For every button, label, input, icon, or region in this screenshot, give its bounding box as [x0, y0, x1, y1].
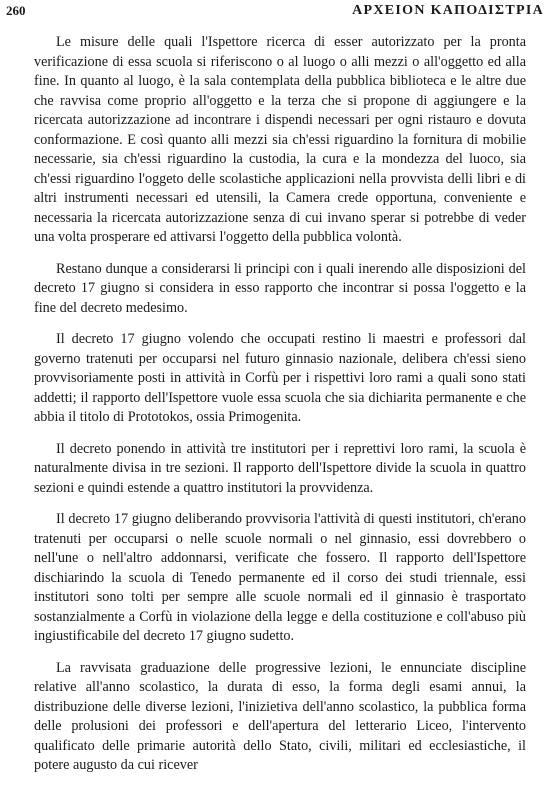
paragraph-2: Restano dunque a considerarsi li principi con i quali inerendo alle disposizioni del decreto 17 giugno si considera in esso rapporto che incontrar si possa l'oggetto e la fine del decreto medesimo. [34, 260, 526, 316]
paragraph-6: La ravvisata graduazione delle progressive lezioni, le ennunciate discipline relative all'anno scolastico, la durata di esso, la forma degli esami annui, la distribuzione delle diverse lezioni, l'inizietiva dell'anno scolastico, la pubblica forma delle prolusioni dei professori e dell'apertura del letterario Liceo, l'intervento qualificato delle primarie autorità dello Stato, civili, militari ed ecclesiastiche, il potere augusto da cui ricever [34, 659, 526, 773]
body-text [34, 33, 526, 788]
page-number: 260 [6, 3, 26, 18]
paragraph-1: Le misure delle quali l'Ispettore ricerca di esser autorizzato per la pronta verificazione di essa scuola si riferiscono o al luogo o alli mezzi o all'oggetto ed alla fine. In quanto al luogo, è la sala contemplata della pubblica biblioteca e le altre due che ravvisa come proprio all'oggetto e la terza che si propone di aggiungere e la ricercata autorizzazione ad incontrare i dispendi necessari per ogni ristauro e dovuta conformazione. E così quanto alli mezzi sia ch'essi riguardino la fornitura di mobilie necessarie, sia ch'essi riguardino la custodia, la cura e la mondezza del luoco, sia ch'essi riguardino l'oggeto delle scolastiche applicazioni nella provvista delli libri e di altri instrumenti necessari ed utensili, la Camera crede opportuna, conveniente e necessaria la ricercata autorizzazione senza di cui invano sperar si potrebbe di veder una volta prosperare ed attivarsi l'oggetto della pubblica volontà. [34, 34, 526, 245]
running-head [6, 3, 544, 21]
paragraph-3: Il decreto 17 giugno volendo che occupati restino li maestri e professori dal governo tratenuti per occuparsi nel futuro ginnasio nazionale, delibera ch'essi sieno provvisoriamente posti in attività in Corfù per i rispettivi loro rami a quali sono stati addetti; il rapporto dell'Ispettore vuole essa scuola che sia dichiarita permanente e che abbia il titolo di Prototokos, ossia Primogenita. [34, 331, 526, 425]
paragraph-5: Il decreto 17 giugno deliberando provvisoria l'attività di questi institutori, ch'erano tratenuti per occuparsi o nelle scuole normali o nel ginnasio, essi dovrebbero o nell'une o nell'altro addonnarsi, verificate che fossero. Il rapporto dell'Ispettore dischiarindo la scuola di Tenedo permanente ed il corso dei studi triennale, essi institutori sono tolti per sempre alle scuole normali ed il ginnasio è trasportato sostanzialmente a Corfù in violazione della legge e della costituzione e coll'abuso più ingiustificabile del decreto 17 giugno sudetto. [34, 511, 526, 644]
journal-title: ΑΡΧΕΙΟΝ ΚΑΠΟΔΙΣΤΡΙΑ [352, 3, 544, 18]
paragraph-4: Il decreto ponendo in attività tre institutori per i reprettivi loro rami, la scuola è naturalmente divisa in tre sezioni. Il rapporto dell'Ispettore divide la scuola in quattro sezioni e quindi estende a quattro institutori la provvidenza. [34, 440, 526, 496]
